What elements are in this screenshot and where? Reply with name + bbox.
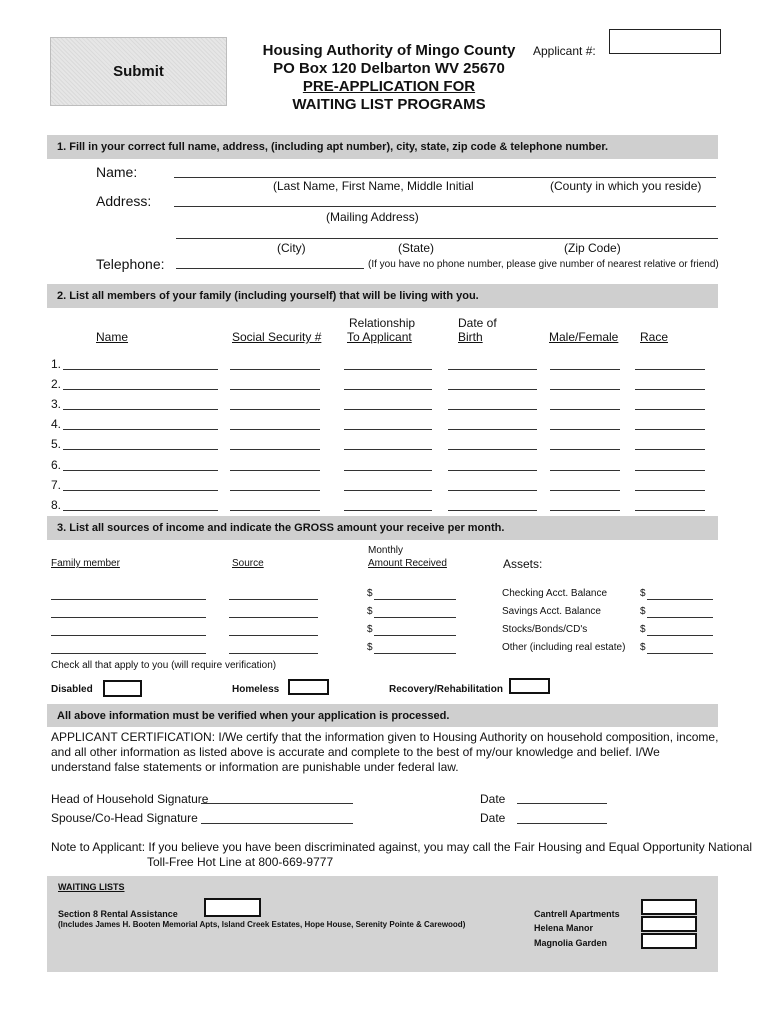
- family-row-field[interactable]: [230, 409, 320, 410]
- telephone-label: Telephone:: [96, 256, 165, 272]
- magnolia-checkbox[interactable]: [641, 933, 697, 949]
- family-row-field[interactable]: [448, 409, 537, 410]
- family-row-field[interactable]: [635, 490, 705, 491]
- family-row-number: 1.: [51, 357, 62, 371]
- col-amount: Amount Received: [368, 558, 447, 569]
- county-hint: (County in which you reside): [550, 179, 702, 193]
- family-row-field[interactable]: [230, 490, 320, 491]
- col-name: Name: [96, 330, 129, 344]
- name-hint: (Last Name, First Name, Middle Initial: [273, 179, 474, 193]
- telephone-input-line[interactable]: [176, 268, 364, 269]
- col-sex: Male/Female: [549, 330, 619, 344]
- family-row-field[interactable]: [344, 389, 432, 390]
- section1-bar: 1. Fill in your correct full name, address, (including apt number), city, state, zip code & telephone number.: [47, 135, 718, 159]
- helena-checkbox[interactable]: [641, 916, 697, 932]
- family-row-field[interactable]: [635, 369, 705, 370]
- family-row-field[interactable]: [230, 389, 320, 390]
- asset-dollar: $: [640, 642, 646, 653]
- family-row-field[interactable]: [550, 510, 620, 511]
- amount-dollar: $: [367, 624, 373, 635]
- col-relationship-2: To Applicant: [347, 330, 412, 344]
- income-field[interactable]: [229, 653, 318, 654]
- income-field[interactable]: [51, 653, 206, 654]
- disabled-checkbox[interactable]: [103, 680, 142, 697]
- spouse-date-label: Date: [480, 811, 506, 825]
- family-row-field[interactable]: [550, 490, 620, 491]
- recovery-label: Recovery/Rehabilitation: [389, 684, 503, 695]
- note-line1: Note to Applicant: If you believe you have been discriminated against, you may call the Fair Housing and Equal Opportunity National: [51, 840, 753, 854]
- family-row-field[interactable]: [63, 369, 218, 370]
- mailing-hint: (Mailing Address): [326, 210, 419, 224]
- assets-label: Assets:: [503, 557, 543, 571]
- family-row-number: 2.: [51, 377, 62, 392]
- phone-hint: (If you have no phone number, please give number of nearest relative or friend): [368, 259, 719, 270]
- asset-field[interactable]: [647, 617, 713, 618]
- family-row-field[interactable]: [344, 409, 432, 410]
- homeless-label: Homeless: [232, 684, 280, 695]
- family-row-field[interactable]: [344, 470, 432, 471]
- income-field[interactable]: [229, 617, 318, 618]
- family-row-field[interactable]: [344, 429, 432, 430]
- family-row-field[interactable]: [635, 510, 705, 511]
- address-label: Address:: [96, 193, 152, 209]
- family-row-field[interactable]: [230, 470, 320, 471]
- family-row-field[interactable]: [448, 369, 537, 370]
- cantrell-checkbox[interactable]: [641, 899, 697, 915]
- asset-label: Savings Acct. Balance: [502, 606, 601, 617]
- family-row-field[interactable]: [344, 490, 432, 491]
- asset-label: Stocks/Bonds/CD's: [502, 624, 588, 635]
- family-row-field[interactable]: [230, 449, 320, 450]
- applicant-certification: APPLICANT CERTIFICATION: I/We certify that the information given to Housing Authority on household composition, income, and all other information as listed above is accurate and complete to the best of my/our knowledge and belief. I/We understand false statements or information are punishable under federal law.: [51, 730, 719, 774]
- disabled-label: Disabled: [51, 684, 93, 695]
- asset-dollar: $: [640, 588, 646, 599]
- family-row-field[interactable]: [230, 369, 320, 370]
- family-row-field[interactable]: [635, 409, 705, 410]
- family-row-field[interactable]: [635, 389, 705, 390]
- family-row-field[interactable]: [63, 409, 218, 410]
- family-row-field[interactable]: [63, 490, 218, 491]
- family-row-field[interactable]: [63, 389, 218, 390]
- asset-field[interactable]: [647, 635, 713, 636]
- org-address: PO Box 120 Delbarton WV 25670: [273, 60, 505, 77]
- asset-label: Other (including real estate): [502, 642, 626, 653]
- family-row-field[interactable]: [344, 449, 432, 450]
- col-dob-2: Birth: [458, 330, 483, 344]
- family-row-field[interactable]: [448, 470, 537, 471]
- amount-dollar: $: [367, 606, 373, 617]
- asset-label: Checking Acct. Balance: [502, 588, 608, 599]
- org-name: Housing Authority of Mingo County: [262, 42, 516, 59]
- amount-field[interactable]: [374, 635, 456, 636]
- family-row-field[interactable]: [550, 470, 620, 471]
- family-row-field[interactable]: [635, 429, 705, 430]
- city-hint: (City): [277, 241, 306, 255]
- asset-field[interactable]: [647, 653, 713, 654]
- family-row-field[interactable]: [230, 510, 320, 511]
- family-row-field[interactable]: [63, 470, 218, 471]
- verification-bar: All above information must be verified when your application is processed.: [47, 704, 718, 727]
- family-row-field[interactable]: [63, 510, 218, 511]
- asset-dollar: $: [640, 624, 646, 635]
- cantrell-label: Cantrell Apartments: [534, 909, 620, 919]
- family-row-number: 7.: [51, 477, 62, 492]
- amount-field[interactable]: [374, 617, 456, 618]
- family-row-field[interactable]: [550, 409, 620, 410]
- family-row-number: 8.: [51, 497, 62, 512]
- spouse-signature-label: Spouse/Co-Head Signature: [51, 811, 198, 825]
- family-row-field[interactable]: [635, 470, 705, 471]
- family-row-field[interactable]: [448, 449, 537, 450]
- family-row-number: 3.: [51, 397, 62, 412]
- section3-bar: 3. List all sources of income and indicate the GROSS amount your receive per month.: [47, 516, 718, 540]
- form-title-line1: PRE-APPLICATION FOR: [302, 78, 476, 95]
- income-field[interactable]: [229, 599, 318, 600]
- asset-dollar: $: [640, 606, 646, 617]
- check-note: Check all that apply to you (will require verification): [51, 660, 277, 671]
- form-header: [254, 42, 524, 114]
- col-ssn: Social Security #: [232, 330, 322, 344]
- family-row-number: 4.: [51, 417, 62, 432]
- applicant-number-field[interactable]: [609, 29, 721, 54]
- name-label: Name:: [96, 164, 138, 180]
- family-row-field[interactable]: [63, 429, 218, 430]
- form-title-line2: WAITING LIST PROGRAMS: [292, 96, 486, 113]
- col-relationship-1: Relationship: [349, 316, 416, 330]
- income-field[interactable]: [51, 635, 206, 636]
- asset-field[interactable]: [647, 599, 713, 600]
- col-family-member: Family member: [51, 558, 120, 569]
- head-date-label: Date: [480, 792, 506, 806]
- family-row-number: 5.: [51, 437, 62, 452]
- amount-field[interactable]: [374, 653, 456, 654]
- applicant-number-label: Applicant #:: [533, 44, 596, 58]
- section8-label: Section 8 Rental Assistance: [58, 909, 178, 919]
- income-field[interactable]: [229, 635, 318, 636]
- col-dob-1: Date of: [458, 316, 497, 330]
- col-source: Source: [232, 558, 264, 569]
- income-field[interactable]: [51, 617, 206, 618]
- family-row-field[interactable]: [550, 389, 620, 390]
- waiting-lists-title: WAITING LISTS: [58, 882, 125, 892]
- spouse-date-line[interactable]: [517, 823, 607, 824]
- magnolia-label: Magnolia Garden: [534, 938, 608, 948]
- head-signature-line[interactable]: [201, 803, 353, 804]
- family-row-field[interactable]: [448, 510, 537, 511]
- helena-label: Helena Manor: [534, 923, 594, 933]
- note-line2: Toll-Free Hot Line at 800-669-9777: [147, 855, 334, 869]
- col-monthly: Monthly: [368, 545, 404, 556]
- section8-includes: (Includes James H. Booten Memorial Apts, Island Creek Estates, Hope House, Serenity Pointe & Carewood): [58, 920, 466, 929]
- head-signature-label: Head of Household Signature: [51, 792, 209, 806]
- family-row-field[interactable]: [344, 510, 432, 511]
- family-row-field[interactable]: [448, 490, 537, 491]
- address-input-line[interactable]: [174, 206, 716, 207]
- family-row-field[interactable]: [550, 449, 620, 450]
- section2-bar: 2. List all members of your family (including yourself) that will be living with you.: [47, 284, 718, 308]
- family-row-field[interactable]: [448, 429, 537, 430]
- amount-dollar: $: [367, 588, 373, 599]
- amount-field[interactable]: [374, 599, 456, 600]
- family-row-field[interactable]: [550, 429, 620, 430]
- family-row-field[interactable]: [550, 369, 620, 370]
- homeless-checkbox[interactable]: [288, 679, 329, 695]
- zip-hint: (Zip Code): [564, 241, 621, 255]
- family-row-field[interactable]: [448, 389, 537, 390]
- family-row-field[interactable]: [230, 429, 320, 430]
- submit-button[interactable]: Submit: [50, 37, 227, 106]
- spouse-signature-line[interactable]: [201, 823, 353, 824]
- recovery-checkbox[interactable]: [509, 678, 550, 694]
- amount-dollar: $: [367, 642, 373, 653]
- family-row-field[interactable]: [635, 449, 705, 450]
- city-state-zip-line[interactable]: [176, 238, 718, 239]
- income-field[interactable]: [51, 599, 206, 600]
- family-row-field[interactable]: [63, 449, 218, 450]
- family-row-field[interactable]: [344, 369, 432, 370]
- family-row-number: 6.: [51, 457, 62, 472]
- col-race: Race: [640, 330, 669, 344]
- name-input-line[interactable]: [174, 177, 716, 178]
- head-date-line[interactable]: [517, 803, 607, 804]
- state-hint: (State): [398, 241, 435, 255]
- section8-checkbox[interactable]: [204, 898, 261, 917]
